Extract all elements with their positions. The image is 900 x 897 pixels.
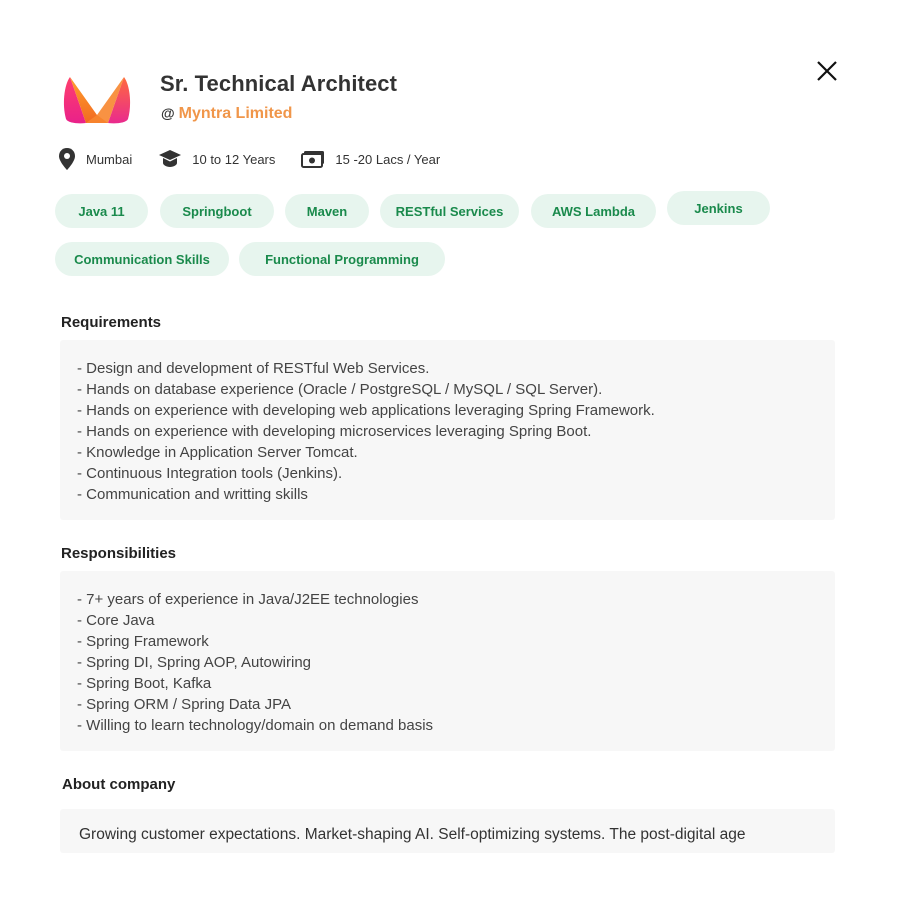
location bbox=[58, 148, 132, 170]
skill-chip[interactable]: Springboot bbox=[160, 194, 274, 228]
job-meta bbox=[58, 148, 466, 170]
experience bbox=[158, 149, 275, 169]
list-item: - Spring Boot, Kafka bbox=[77, 675, 212, 692]
experience-text: 10 to 12 Years bbox=[192, 151, 276, 167]
about-panel bbox=[60, 809, 835, 853]
job-title: Sr. Technical Architect bbox=[160, 71, 398, 96]
close-button[interactable] bbox=[815, 59, 839, 83]
list-item: - Continuous Integration tools (Jenkins). bbox=[77, 465, 343, 482]
skill-chip[interactable]: RESTful Services bbox=[380, 194, 519, 228]
list-item: - Knowledge in Application Server Tomcat. bbox=[77, 444, 358, 461]
company-name[interactable]: Myntra Limited bbox=[178, 105, 293, 122]
salary-text: 15 -20 Lacs / Year bbox=[335, 151, 441, 167]
list-item: - Spring ORM / Spring Data JPA bbox=[77, 696, 291, 713]
list-item: - Hands on database experience (Oracle / PostgreSQL / MySQL / SQL Server). bbox=[77, 381, 603, 398]
list-item: - Core Java bbox=[77, 612, 155, 629]
responsibilities-list bbox=[60, 571, 835, 736]
list-item: - Design and development of RESTful Web Services. bbox=[77, 360, 430, 377]
list-item: - Hands on experience with developing microservices leveraging Spring Boot. bbox=[77, 423, 592, 440]
requirements-list bbox=[60, 340, 835, 505]
requirements-panel bbox=[60, 340, 835, 520]
list-item: - 7+ years of experience in Java/J2EE technologies bbox=[77, 591, 419, 608]
salary bbox=[301, 150, 440, 168]
location-pin-icon bbox=[58, 148, 76, 170]
list-item: - Spring DI, Spring AOP, Autowiring bbox=[77, 654, 312, 671]
skill-chip[interactable]: Maven bbox=[285, 194, 369, 228]
list-item: - Hands on experience with developing web applications leveraging Spring Framework. bbox=[77, 402, 655, 419]
skill-chip[interactable]: Communication Skills bbox=[55, 242, 229, 276]
list-item: - Communication and writting skills bbox=[77, 486, 308, 503]
money-icon bbox=[301, 150, 325, 168]
company-line bbox=[161, 105, 292, 123]
location-text: Mumbai bbox=[86, 151, 133, 167]
list-item: - Willing to learn technology/domain on demand basis bbox=[77, 717, 434, 734]
requirements-title: Requirements bbox=[61, 314, 162, 331]
skill-chip[interactable]: Jenkins bbox=[667, 191, 770, 225]
at-symbol: @ bbox=[161, 105, 175, 121]
skill-chip[interactable]: Java 11 bbox=[55, 194, 148, 228]
about-text: Growing customer expectations. Market-shaping AI. Self-optimizing systems. The post-digital age bbox=[79, 826, 746, 843]
company-logo bbox=[62, 75, 132, 125]
skill-chip[interactable]: Functional Programming bbox=[239, 242, 445, 276]
close-icon bbox=[815, 59, 839, 83]
responsibilities-title: Responsibilities bbox=[61, 545, 177, 562]
skill-chip[interactable]: AWS Lambda bbox=[531, 194, 656, 228]
graduation-cap-icon bbox=[158, 149, 182, 169]
about-title: About company bbox=[62, 776, 176, 793]
responsibilities-panel bbox=[60, 571, 835, 751]
list-item: - Spring Framework bbox=[77, 633, 209, 650]
